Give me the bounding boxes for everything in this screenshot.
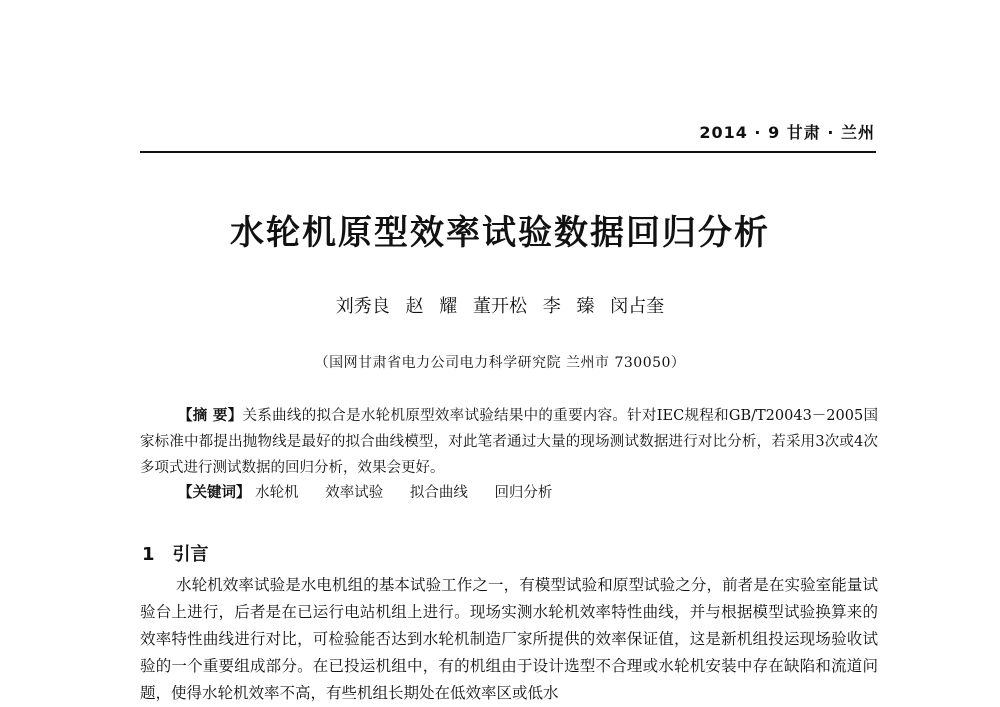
- author: 董开松: [473, 296, 527, 317]
- keyword: 拟合曲线: [409, 485, 468, 501]
- affiliation: （国网甘肃省电力公司电力科学研究院 兰州市 730050）: [314, 355, 686, 371]
- author: 李 臻: [542, 296, 595, 317]
- keyword: 效率试验: [325, 485, 384, 501]
- section-title: 引言: [172, 544, 209, 565]
- abstract: [140, 403, 878, 481]
- author: 赵 耀: [405, 296, 458, 317]
- paper-title: 水轮机原型效率试验数据回归分析: [230, 213, 770, 253]
- keywords: [178, 480, 574, 506]
- header-rule: [140, 151, 876, 153]
- section-number: 1: [142, 544, 155, 565]
- abstract-text: 关系曲线的拟合是水轮机原型效率试验结果中的重要内容。针对IEC规程和GB/T20043－2005国家标准中都提出抛物线是最好的拟合曲线模型，对此笔者通过大量的现场测试数据进行对比分析，若采用3次或4次多项式进行测试数据的回归分析，效果会更好。: [140, 408, 878, 476]
- keywords-label: 【关键词】: [178, 485, 251, 501]
- author: 闵占奎: [610, 296, 665, 317]
- body-paragraph: 水轮机效率试验是水电机组的基本试验工作之一，有模型试验和原型试验之分，前者是在实验室能量试验台上进行，后者是在已运行电站机组上进行。现场实测水轮机效率特性曲线，并与根据模型试验换算来的效率特性曲线进行对比，可检验能否达到水轮机制造厂家所提供的效率保证值，这是新机组投运现场验收试验的一个重要组成部分。在已投运机组中，有的机组由于设计选型不合理或水轮机安装中存在缺陷和流道问题，使得水轮机效率不高，有些机组长期处在低效率区或低水: [140, 576, 878, 702]
- author-list: [0, 292, 1000, 318]
- section-heading: [142, 540, 209, 566]
- keyword: 回归分析: [494, 485, 553, 501]
- issue-header: 2014 · 9 甘肃 · 兰州: [699, 123, 875, 142]
- abstract-paragraph: [140, 403, 878, 481]
- abstract-label: 【摘 要】: [178, 408, 243, 424]
- keyword: 水轮机: [255, 485, 299, 501]
- author: 刘秀良: [335, 296, 390, 317]
